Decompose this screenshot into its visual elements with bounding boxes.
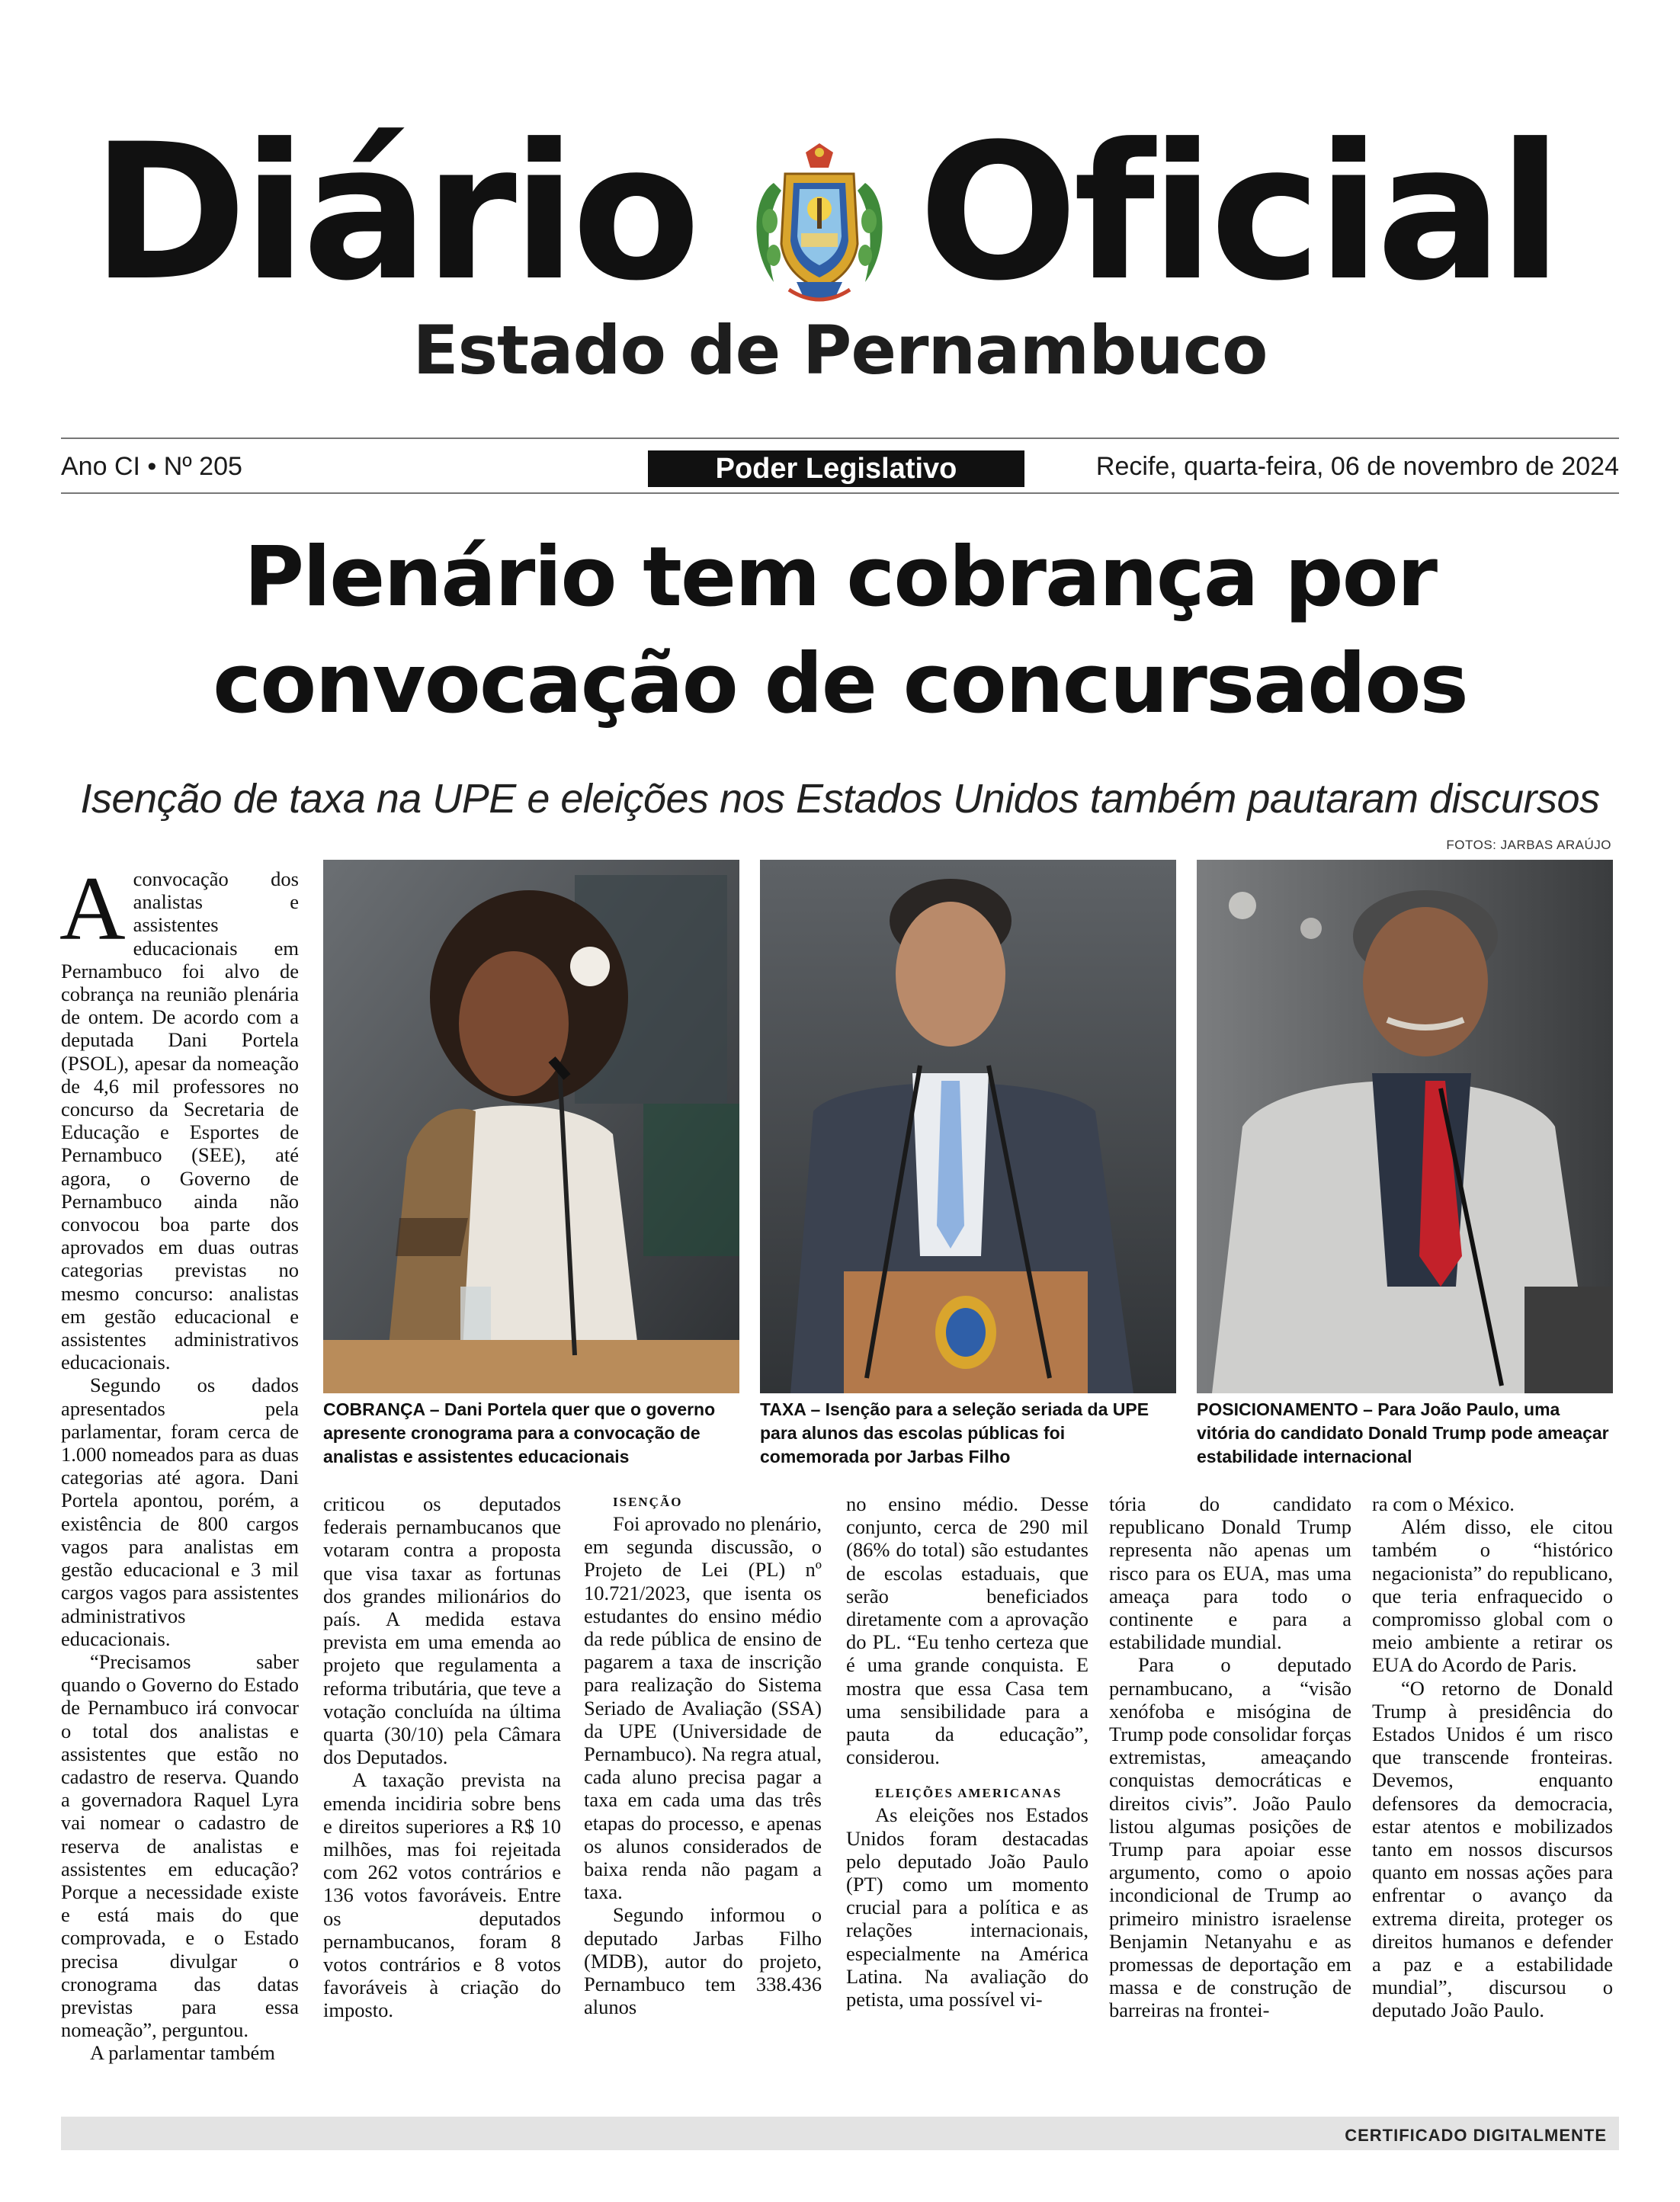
paragraph: criticou os deputados federais pernambucanos que votaram contra a proposta que visa taxar as fortunas dos grandes milionários do país. A medida estava prevista em uma emenda ao projeto que regulamenta a reforma tributária, que teve a votação concluída na última quarta (30/10) pela Câmara dos Deputados. xyxy=(323,1492,561,1769)
article-column-2 xyxy=(323,1492,561,2022)
paragraph: As eleições nos Estados Unidos foram destacadas pelo deputado João Paulo (PT) como um momento crucial para a política e as relações internacionais, especialmente na América Latina. Na avaliação do petista, uma possível vi- xyxy=(846,1803,1088,2011)
article-column-1 xyxy=(59,857,299,2065)
masthead-subtitle: Estado de Pernambuco xyxy=(412,311,1268,389)
paragraph: A taxação prevista na emenda incidiria sobre bens e direitos superiores a R$ 10 milhões, mas foi rejeitada com 262 votos contrários e 136 votos favoráveis. Entre os deputados pernambucanos, foram 8 votos contrários e 8 votos favoráveis à criação do imposto. xyxy=(323,1768,561,2022)
article-column-4 xyxy=(846,1492,1088,2011)
article-column-3 xyxy=(584,1492,822,2018)
paragraph: “Precisamos saber quando o Governo do Estado de Pernambuco irá convocar o total dos analistas e assistentes que estão no cadastro de reserva. Quando a governadora Raquel Lyra vai nomear o cadastro de reserva de analistas e assistentes em educação? Porque a necessidade existe e está mais do que comprovada, e o Estado precisa divulgar o cronograma das datas previstas para essa nomeação”, perguntou. xyxy=(61,1649,299,2042)
dropcap: A xyxy=(59,857,126,959)
paragraph: tória do candidato republicano Donald Trump representa não apenas um risco para os EUA, mas uma ameaça para todo o continente e para a estabilidade mundial. xyxy=(1109,1492,1351,1654)
masthead-title-left: Diário xyxy=(91,104,697,322)
paragraph: Além disso, ele citou também o “histórico negacionista” do republicano, que teria enfraquecido o compromisso global com o meio ambiente a retirar os EUA do Acordo de Paris. xyxy=(1372,1515,1613,1677)
paragraph xyxy=(59,857,299,1374)
subhead-eleicoes: ELEIÇÕES AMERICANAS xyxy=(875,1786,1063,1801)
headline-line-2: convocação de concursados xyxy=(213,636,1467,732)
masthead-title-right: Oficial xyxy=(919,104,1558,322)
paragraph: Segundo os dados apresentados pela parlamentar, foram cerca de 1.000 nomeados para as duas categorias até agora. Dani Portela apontou, porém, a existência de 800 cargos vagos para analistas em gestão educacional e 3 mil cargos vagos para assistentes administrativos educacionais. xyxy=(61,1373,299,1650)
deck: Isenção de taxa na UPE e eleições nos Estados Unidos também pautaram discursos xyxy=(80,776,1600,822)
caption-posicionamento: POSICIONAMENTO – Para João Paulo, uma vitória do candidato Donald Trump pode ameaçar estabilidade internacional xyxy=(1197,1399,1609,1466)
caption-taxa: TAXA – Isenção para a seleção seriada da UPE para alunos das escolas públicas foi comemorada por Jarbas Filho xyxy=(760,1399,1149,1466)
divider-bottom xyxy=(61,492,1619,494)
photo-dani-portela xyxy=(323,860,739,1393)
digital-certificate-label: CERTIFICADO DIGITALMENTE xyxy=(1345,2126,1607,2145)
headline xyxy=(61,524,1619,738)
photo-jarbas-filho xyxy=(760,860,1176,1393)
paragraph: “O retorno de Donald Trump à presidência do Estados Unidos é um risco que transcende fronteiras. Devemos, enquanto defensores da democracia, estar atentos e mobilizados tanto em nossos discursos quanto em nossas ações para enfrentar o avanço da extrema direita, proteger os direitos humanos e defender a paz e a estabilidade mundial”, discursou o deputado João Paulo. xyxy=(1372,1676,1613,2022)
headline-line-1: Plenário tem cobrança por xyxy=(243,530,1437,625)
dateline: Recife, quarta-feira, 06 de novembro de 2024 xyxy=(1095,452,1619,481)
paragraph: A parlamentar também xyxy=(90,2041,275,2065)
article-column-5 xyxy=(1109,1492,1351,2022)
issue-number: Ano CI • Nº 205 xyxy=(61,452,242,481)
pernambuco-coat-of-arms-icon xyxy=(743,130,896,313)
photo-credit: FOTOS: JARBAS ARAÚJO xyxy=(1446,838,1611,852)
paragraph-text: convocação dos analistas e assistentes educacionais em Pernambuco foi alvo de cobrança na reunião plenária de ontem. De acordo com a deputada Dani Portela (PSOL), apesar da nomeação de 4,6 mil professores no concurso da Secretaria de Educação e Esportes de Pernambuco (SEE), até agora, o Governo de Pernambuco ainda não convocou boa parte dos aprovados em duas outras categorias previstas no mesmo concurso: analistas em gestão educacional e assistentes administrativos educacionais. xyxy=(61,867,299,1374)
paragraph: Segundo informou o deputado Jarbas Filho (MDB), autor do projeto, Pernambuco tem 338.436 alunos xyxy=(584,1903,822,2019)
section-label: Poder Legislativo xyxy=(648,450,1024,487)
caption-cobranca: COBRANÇA – Dani Portela quer que o governo apresente cronograma para a convocação de analistas e assistentes educacionais xyxy=(323,1399,716,1466)
paragraph: Para o deputado pernambucano, a “visão xenófoba e misógina de Trump pode consolidar forças extremistas, ameaçando conquistas democráticas e direitos civis”. João Paulo listou algumas posições de Trump para apoiar esse argumento, como o apoio incondicional de Trump ao primeiro ministro israelense Benjamin Netanyahu e as promessas de deportação em massa e de construção de barreiras na frontei- xyxy=(1109,1653,1351,2022)
paragraph: no ensino médio. Desse conjunto, cerca de 290 mil (86% do total) são estudantes de escolas estaduais, que serão beneficiados diretamente com a aprovação do PL. “Eu tenho certeza que é uma grande conquista. E mostra que essa Casa tem uma sensibilidade para a pauta da educação”, considerou. xyxy=(846,1492,1088,1769)
divider-top xyxy=(61,438,1619,439)
subhead-isencao: ISENÇÃO xyxy=(613,1495,683,1509)
paragraph: Foi aprovado no plenário, em segunda discussão, o Projeto de Lei (PL) nº 10.721/2023, que isenta os estudantes do ensino médio da rede pública de ensino de pagarem a taxa de inscrição para realização do Sistema Seriado de Avaliação (SSA) da UPE (Universidade de Pernambuco). Na regra atual, cada aluno precisa pagar a taxa em cada uma das três etapas do processo, e apenas os alunos considerados de baixa renda não pagam a taxa. xyxy=(584,1512,822,1904)
paragraph: ra com o México. xyxy=(1372,1492,1515,1515)
article-column-6 xyxy=(1372,1492,1613,2022)
photo-joao-paulo xyxy=(1197,860,1613,1393)
